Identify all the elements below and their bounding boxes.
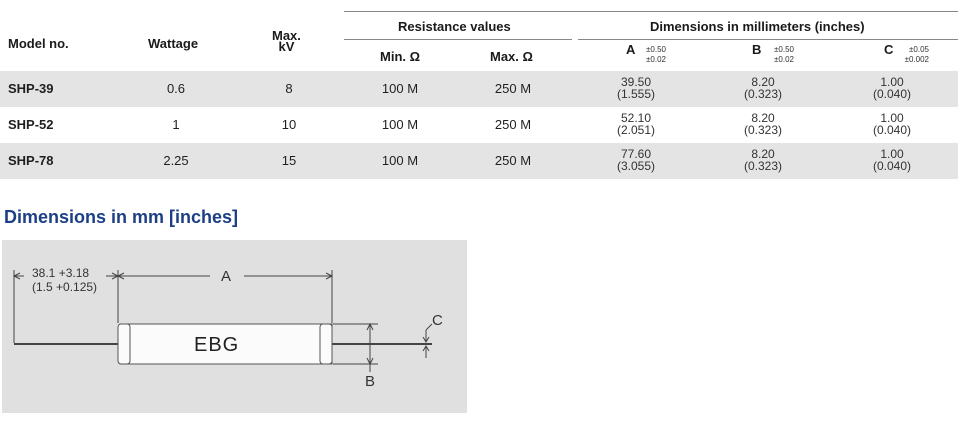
body-right-cap: [320, 324, 332, 364]
cell-kv: 15: [281, 153, 297, 168]
header-dim-b-tol1: ±0.50: [774, 45, 794, 54]
cell-kv: 8: [285, 81, 293, 96]
header-dim-c-tol1: ±0.05: [909, 45, 929, 54]
header-dim-c-letter: C: [884, 42, 894, 57]
resistor-body-marking: EBG: [194, 334, 240, 356]
cell-dim-c-in: (0.040): [872, 159, 912, 173]
table-row: [0, 143, 958, 179]
header-dim-a-tol1: ±0.50: [646, 45, 666, 54]
label-a: A: [221, 268, 232, 285]
cell-dim-a-mm: 52.10: [620, 111, 652, 125]
header-dim-b-tolerance: [764, 45, 794, 65]
cell-dim-a: [606, 112, 666, 136]
cell-dim-b: [733, 112, 793, 136]
header-wattage: Wattage: [148, 36, 199, 51]
cell-dim-b-mm: 8.20: [751, 147, 775, 161]
cell-dim-b-in: (0.323): [743, 159, 783, 173]
cell-dim-a: [606, 148, 666, 172]
cell-dim-c-in: (0.040): [872, 123, 912, 137]
cell-dim-b-in: (0.323): [743, 123, 783, 137]
lead-length-dimension: [32, 266, 97, 294]
cell-max: 250 M: [494, 81, 532, 96]
cell-min: 100 M: [381, 81, 419, 96]
spec-table: [0, 0, 960, 180]
header-max-kv-line1: Max.: [272, 28, 301, 43]
header-group-rule-resistance: [344, 39, 572, 40]
lead-dim-line2: (1.5 +0.125): [32, 280, 98, 294]
body-left-cap: [118, 324, 130, 364]
header-max: Max. Ω: [490, 49, 533, 64]
cell-min: 100 M: [381, 153, 419, 168]
label-c: C: [432, 312, 443, 329]
cell-model: SHP-52: [8, 117, 54, 132]
cell-dim-c-mm: 1.00: [880, 75, 904, 89]
cell-wattage: 0.6: [166, 81, 186, 96]
header-dim-b-tol2: ±0.02: [774, 55, 794, 64]
header-model: Model no.: [8, 36, 69, 51]
cell-dim-a-mm: 77.60: [620, 147, 652, 161]
cell-dim-c: [862, 112, 922, 136]
section-title: Dimensions in mm [inches]: [4, 207, 239, 227]
cell-dim-a-in: (2.051): [616, 123, 656, 137]
header-dim-a-tol2: ±0.02: [646, 55, 666, 64]
header-resistance-values: Resistance values: [398, 19, 511, 34]
table-row: [0, 107, 958, 143]
cell-dim-c-mm: 1.00: [880, 147, 904, 161]
header-max-kv: [272, 30, 301, 52]
cell-dim-c: [862, 148, 922, 172]
cell-model: SHP-39: [8, 81, 54, 96]
cell-min: 100 M: [381, 117, 419, 132]
cell-dim-c-mm: 1.00: [880, 111, 904, 125]
header-dimensions: Dimensions in millimeters (inches): [650, 19, 865, 34]
cell-dim-c-in: (0.040): [872, 87, 912, 101]
label-b: B: [365, 373, 376, 390]
cell-max: 250 M: [494, 153, 532, 168]
cell-dim-c: [862, 76, 922, 100]
header-dim-c-tolerance: [896, 45, 929, 65]
table-row: [0, 71, 958, 107]
header-max-kv-line2: kV: [278, 39, 295, 54]
cell-max: 250 M: [494, 117, 532, 132]
cell-dim-a: [606, 76, 666, 100]
cell-kv: 10: [281, 117, 297, 132]
cell-dim-b-in: (0.323): [743, 87, 783, 101]
header-dim-b-letter: B: [752, 42, 762, 57]
cell-dim-b-mm: 8.20: [751, 111, 775, 125]
header-dim-c-tol2: ±0.002: [904, 55, 929, 64]
lead-dim-line1: 38.1 +3.18: [32, 266, 90, 280]
cell-wattage: 1: [172, 117, 180, 132]
cell-model: SHP-78: [8, 153, 54, 168]
resistor-dimension-diagram: [2, 240, 467, 413]
header-group-rule-dimensions: [578, 39, 958, 40]
header-dim-a-tolerance: [636, 45, 666, 65]
header-dim-a-letter: A: [626, 42, 636, 57]
header-min: Min. Ω: [380, 49, 421, 64]
header-top-rule: [344, 11, 958, 12]
cell-dim-a-in: (1.555): [616, 87, 656, 101]
cell-dim-b: [733, 148, 793, 172]
cell-dim-a-mm: 39.50: [620, 75, 652, 89]
cell-dim-b: [733, 76, 793, 100]
cell-dim-b-mm: 8.20: [751, 75, 775, 89]
cell-dim-a-in: (3.055): [616, 159, 656, 173]
cell-wattage: 2.25: [163, 153, 189, 168]
